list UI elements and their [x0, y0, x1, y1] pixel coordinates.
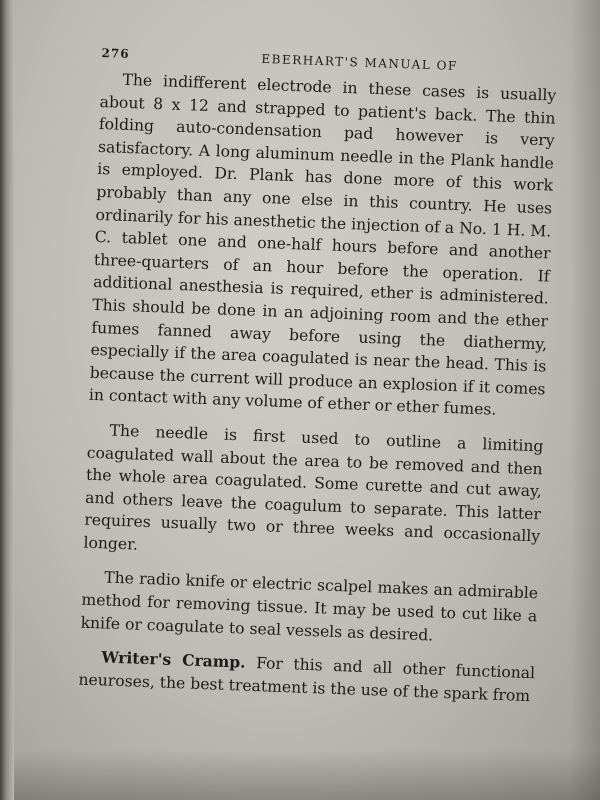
- page-shadow-bottom: [14, 750, 600, 800]
- running-head: EBERHART'S MANUAL OF: [261, 51, 459, 74]
- paragraph-needle: The needle is first used to outline a limiting coagulated wall about the area to be removed and then the whole area coagulated. Some curette and cut away, and others leave the coagulum to separate. This latter requires usually two or three weeks and occasionally longer.: [83, 421, 544, 554]
- page-text-block: [78, 40, 558, 720]
- writers-cramp-text: For this and all other functional neuroses, the best treatment is the use of the spark from: [78, 654, 536, 705]
- paragraph-radio-knife: The radio knife or electric scalpel makes an admirable method for removing tissue. It may be used to cut like a knife or coagulate to seal vessels as desired.: [80, 568, 539, 645]
- book-page-edge: [0, 0, 14, 800]
- page-shadow-right: [570, 0, 600, 800]
- page-number: 276: [101, 45, 130, 62]
- book-page: [14, 0, 600, 800]
- paragraph-writers-cramp: [78, 646, 535, 708]
- paragraph-electrode: The indifferent electrode in these cases is usually about 8 x 12 and strapped to patient's back. The thin folding auto-condensation pad however is very satisfactory. A long aluminum needle in the Plank handle is employed. Dr. Plank has done more of this work probably than any one else in this country. He uses ordinarily for his anesthetic the injection of a No. 1 H. M. C. tablet one and one-half hours before and another three-quarters of an hour before the operation. If additional anesthesia is required, ether is administered. This should be done in an adjoining room and the ether fumes fanned away before using the diathermy, especially if the area coagulated is near the head. This is because the current will produce an explosion if it comes in contact with any volume of ether or ether fumes.: [88, 70, 557, 420]
- writers-cramp-heading: Writer's Cramp.: [101, 647, 247, 672]
